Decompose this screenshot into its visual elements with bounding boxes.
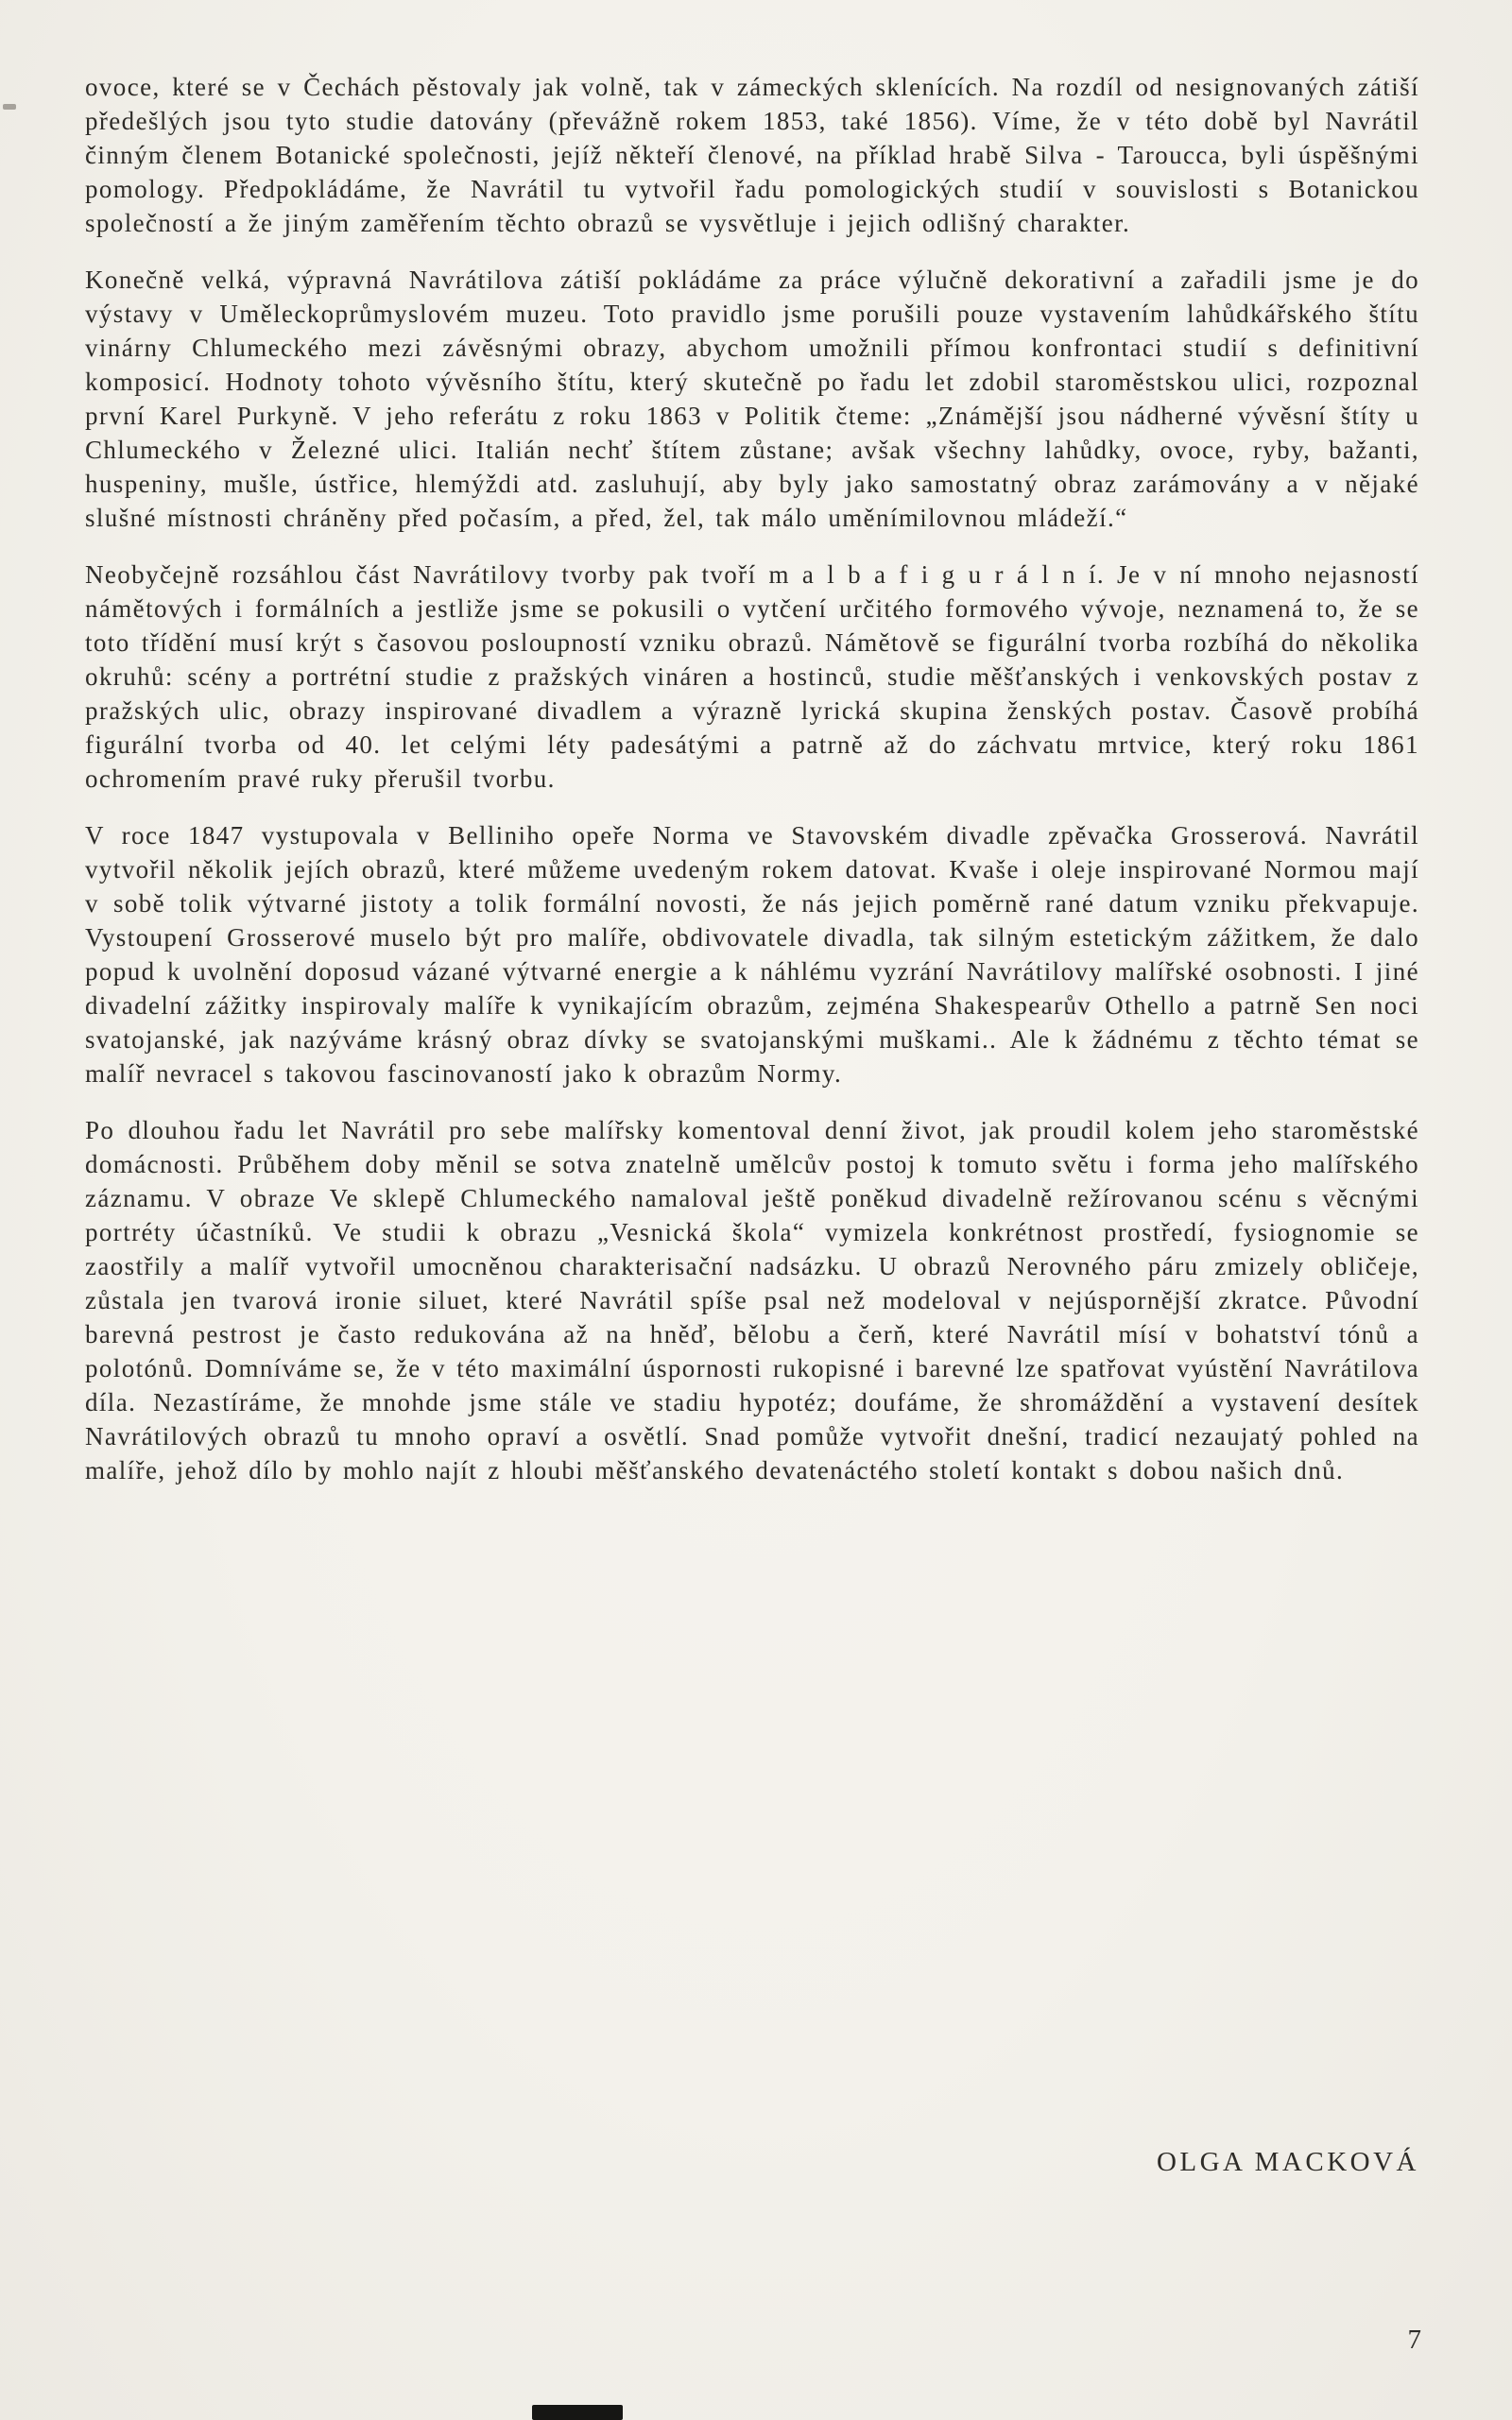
paragraph-2: Konečně velká, výpravná Navrátilova zátiší pokládáme za práce výlučně dekorativní a zařadili jsme je do výstavy v Uměleckoprůmyslovém muzeu. Toto pravidlo jsme porušili pouze vystavením lahůdkářského štítu vinárny Chlumeckého mezi závěsnými obrazy, abychom umožnili přímou konfrontaci studií s definitivní komposicí. Hodnoty tohoto vývěsního štítu, který skutečně po řadu let zdobil staroměstskou ulici, rozpoznal první Karel Purkyně. V jeho referátu z roku 1863 v Politik čteme: „Známější jsou nádherné vývěsní štíty u Chlumeckého v Železné ulici. Italián nechť štítem zůstane; avšak všechny lahůdky, ovoce, ryby, bažanti, huspeniny, mušle, ústřice, hlemýždi atd. zasluhují, aby byly jako samostatný obraz zarámovány a v nějaké slušné místnosti chráněny před počasím, a před, žel, tak málo uměnímilovnou mládeží.“ — [85, 266, 1419, 532]
paragraph-1: ovoce, které se v Čechách pěstovaly jak volně, tak v zámeckých sklenících. Na rozdíl od nesignovaných zátiší předešlých jsou tyto studie datovány (převážně rokem 1853, také 1856). Víme, že v této době byl Navrátil činným členem Botanické společnosti, jejíž někteří členové, na příklad hrabě Silva - Taroucca, byli úspěšnými pomology. Předpokládáme, že Navrátil tu vytvořil řadu pomologických studií v souvislosti s Botanickou společností a že jiným zaměřením těchto obrazů se vysvětluje i jejich odlišný charakter. — [85, 73, 1419, 237]
scan-artifact — [532, 2405, 623, 2420]
paragraph-4: V roce 1847 vystupovala v Belliniho opeře Norma ve Stavovském divadle zpěvačka Grosserová. Navrátil vytvořil několik jejích obrazů, které můžeme uvedeným rokem datovat. Kvaše i oleje inspirované Normou mají v sobě tolik výtvarné jistoty a tolik formální novosti, že nás jejich poměrně rané datum vzniku překvapuje. Vystoupení Grosserové muselo být pro malíře, obdivovatele divadla, tak silným estetickým zážitkem, že dalo popud k uvolnění doposud vázané výtvarné energie a k náhlému vyzrání Navrátilovy malířské osobnosti. I jiné divadelní zážitky inspirovaly malíře k vynikajícím obrazům, zejména Shakespearův Othello a patrně Sen noci svatojanské, jak nazýváme krásný obraz dívky se svatojanskými muškami.. Ale k žádnému z těchto témat se malíř nevracel s takovou fascinovaností jako k obrazům Normy. — [85, 821, 1419, 1088]
article-body — [85, 70, 1419, 1487]
scan-edge-mark — [3, 104, 16, 110]
author-signature: OLGA MACKOVÁ — [1156, 2147, 1419, 2177]
paragraph-5: Po dlouhou řadu let Navrátil pro sebe malířsky komentoval denní život, jak proudil kolem jeho staroměstské domácnosti. Průběhem doby měnil se sotva znatelně umělcův postoj k tomuto světu i forma jeho malířského záznamu. V obraze Ve sklepě Chlumeckého namaloval ještě poněkud divadelně režírovanou scénu s věcnými portréty účastníků. Ve studii k obrazu „Vesnická škola“ vymizela konkrétnost prostředí, fysiognomie se zaostřily a malíř vytvořil umocněnou charakterisační nadsázku. U obrazů Nerovného páru zmizely obličeje, zůstala jen tvarová ironie siluet, které Navrátil spíše psal než modeloval v nejúspornější zkratce. Původní barevná pestrost je často redukována až na hněď, bělobu a čerň, které Navrátil mísí v bohatství tónů a polotónů. Domníváme se, že v této maximální úspornosti rukopisné i barevné lze spatřovat vyústění Navrátilova díla. Nezastíráme, že mnohde jsme stále ve stadiu hypotéz; doufáme, že shromáždění a vystavení desítek Navrátilových obrazů tu mnoho opraví a osvětlí. Snad pomůže vytvořit dnešní, tradicí nezaujatý pohled na malíře, jehož dílo by mohlo najít z hloubi měšťanského devatenáctého století kontakt s dobou našich dnů. — [85, 1116, 1419, 1485]
paragraph-3: Neobyčejně rozsáhlou část Navrátilovy tvorby pak tvoří m a l b a f i g u r á l n í. Je v ní mnoho nejasností námětových i formálních a jestliže jsme se pokusili o vytčení určitého formového vývoje, neznamená to, že se toto třídění musí krýt s časovou posloupností vzniku obrazů. Námětově se figurální tvorba rozbíhá do několika okruhů: scény a portrétní studie z pražských vináren a hostinců, studie měšťanských i venkovských postav z pražských ulic, obrazy inspirované divadlem a výrazně lyrická skupina ženských postav. Časově probíhá figurální tvorba od 40. let celými léty padesátými a patrně až do záchvatu mrtvice, který roku 1861 ochromením pravé ruky přerušil tvorbu. — [85, 560, 1419, 793]
page-number: 7 — [1407, 2325, 1421, 2355]
